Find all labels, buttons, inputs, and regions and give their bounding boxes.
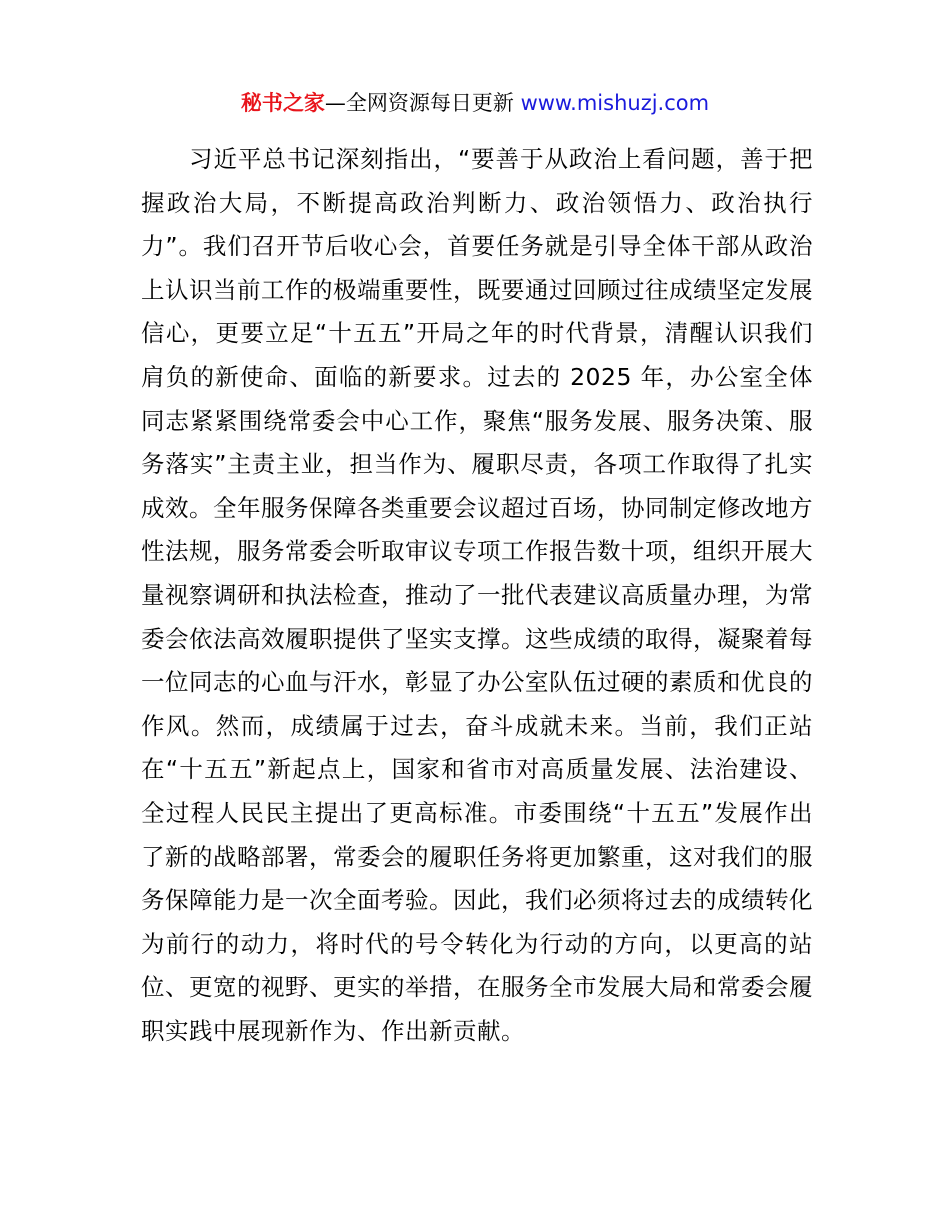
body-paragraph: 习近平总书记深刻指出，“要善于从政治上看问题，善于把握政治大局，不断提高政治判断力、政治领悟力、政治执行力”。我们召开节后收心会，首要任务就是引导全体干部从政治上认识当前工作的极端重要性，既要通过回顾过往成绩坚定发展信心，更要立足“十五五”开局之年的时代背景，清醒认识我们肩负的新使命、面临的新要求。过去的 2025 年，办公室全体同志紧紧围绕常委会中心工作，聚焦“服务发展、服务决策、服务落实”主责主业，担当作为、履职尽责，各项工作取得了扎实成效。全年服务保障各类重要会议超过百场，协同制定修改地方性法规，服务常委会听取审议专项工作报告数十项，组织开展大量视察调研和执法检查，推动了一批代表建议高质量办理，为常委会依法高效履职提供了坚实支撑。这些成绩的取得，凝聚着每一位同志的心血与汗水，彰显了办公室队伍过硬的素质和优良的作风。然而，成绩属于过去，奋斗成就未来。当前，我们正站在“十五五”新起点上，国家和省市对高质量发展、法治建设、全过程人民民主提出了更高标准。市委围绕“十五五”发展作出了新的战略部署，常委会的履职任务将更加繁重，这对我们的服务保障能力是一次全面考验。因此，我们必须将过去的成绩转化为前行的动力，将时代的号令转化为行动的方向，以更高的站位、更宽的视野、更实的举措，在服务全市发展大局和常委会履职实践中展现新作为、作出新贡献。 xyxy=(141,145,813,1045)
site-url-link[interactable]: www.mishuzj.com xyxy=(520,91,710,115)
site-header xyxy=(0,88,950,118)
site-tagline: —全网资源每日更新 xyxy=(324,91,521,115)
site-brand: 秘书之家 xyxy=(240,91,325,115)
